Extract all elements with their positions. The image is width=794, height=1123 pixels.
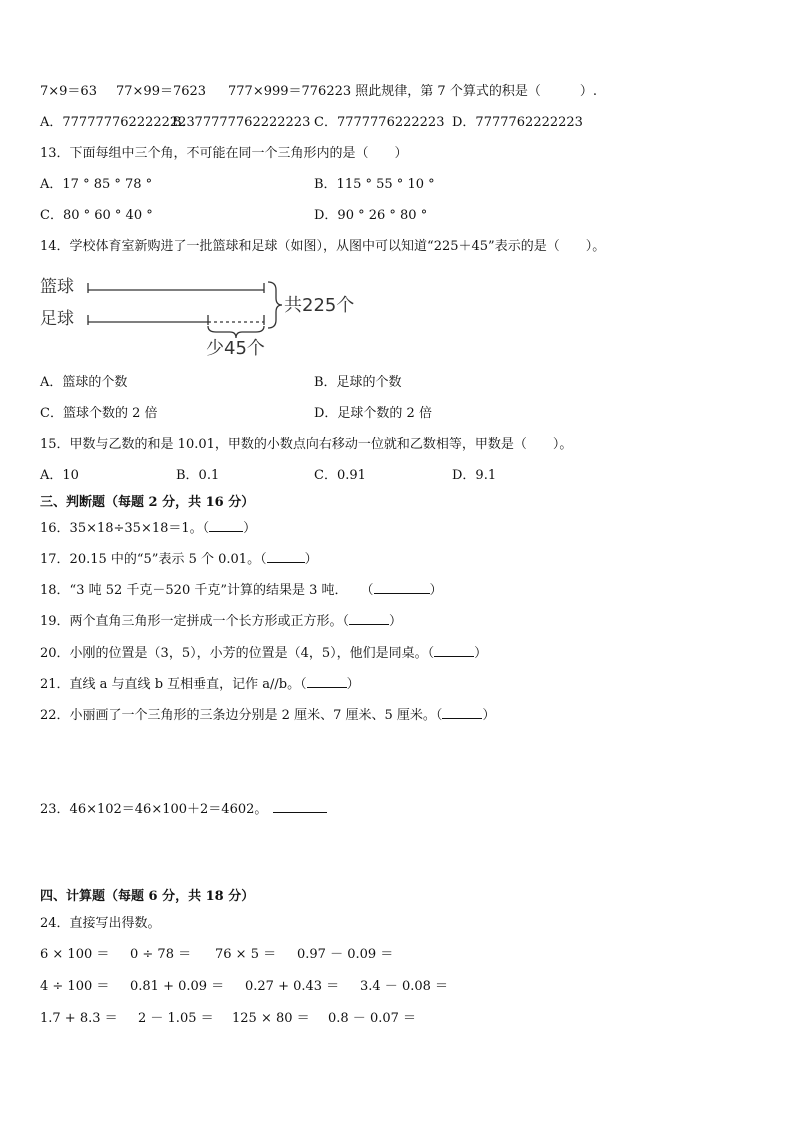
q20-answer-blank[interactable]: [434, 656, 474, 657]
q15-option-d[interactable]: D．9.1: [452, 468, 497, 483]
calc-item: 0.8 － 0.07 ＝: [328, 1011, 417, 1026]
q19-text: 19．两个直角三角形一定拼成一个长方形或正方形。（: [40, 614, 350, 629]
calc-item: 0.97 － 0.09 ＝: [297, 947, 394, 962]
q16-answer-blank[interactable]: [209, 531, 243, 532]
calc-item: 4 ÷ 100 ＝: [40, 979, 110, 994]
q12-option-b[interactable]: B．77777762222223: [172, 115, 311, 130]
q14-option-d[interactable]: D．足球个数的 2 倍: [314, 406, 432, 421]
calc-item: 6 × 100 ＝: [40, 947, 110, 962]
q21-text: 21．直线 a 与直线 b 互相垂直，记作 a//b。（: [40, 677, 307, 692]
q14-stem: 14．学校体育室新购进了一批篮球和足球（如图），从图中可以知道“225＋45”表示的是（ ）。: [40, 239, 606, 254]
q22: 22．小丽画了一个三角形的三条边分别是 2 厘米、7 厘米、5 厘米。（ ）: [40, 708, 496, 723]
q13-stem: 13．下面每组中三个角，不可能在同一个三角形内的是（ ）: [40, 146, 408, 161]
less-brace: [208, 326, 264, 338]
q19: 19．两个直角三角形一定拼成一个长方形或正方形。（ ）: [40, 614, 403, 629]
q20-text: 20．小刚的位置是（3，5），小芳的位置是（4，5），他们是同桌。（: [40, 646, 435, 661]
q24-instruction: 24．直接写出得数。: [40, 916, 161, 931]
q17-text: 17．20.15 中的“5”表示 5 个 0.01。（: [40, 552, 267, 567]
q12-stem-c: 777×999＝776223 照此规律，第 7 个算式的积是（ ）.: [228, 84, 597, 99]
q23: [40, 803, 327, 816]
q12-option-d[interactable]: D．7777762222223: [452, 115, 583, 130]
basketball-label: 篮球: [40, 277, 74, 297]
q14-option-c[interactable]: C．篮球个数的 2 倍: [40, 406, 158, 421]
calc-item: 76 × 5 ＝: [215, 947, 277, 962]
q18: 18．“3 吨 52 千克－520 千克”计算的结果是 3 吨． （ ）: [40, 583, 443, 598]
q15-option-b[interactable]: B．0.1: [176, 468, 220, 483]
football-label: 足球: [40, 309, 74, 329]
q14-option-b[interactable]: B．足球的个数: [314, 375, 402, 390]
q21: 21．直线 a 与直线 b 互相垂直，记作 a//b。（ ）: [40, 677, 360, 692]
section4-title: 四、计算题（每题 6 分，共 18 分）: [40, 889, 255, 904]
q20: 20．小刚的位置是（3，5），小芳的位置是（4，5），他们是同桌。（ ）: [40, 646, 488, 661]
q21-answer-blank[interactable]: [307, 687, 347, 688]
q13-option-b[interactable]: B．115 ° 55 ° 10 °: [314, 177, 435, 192]
q12-stem-b: 77×99＝7623: [116, 84, 207, 99]
q22-text: 22．小丽画了一个三角形的三条边分别是 2 厘米、7 厘米、5 厘米。（: [40, 708, 443, 723]
calc-item: 3.4 － 0.08 ＝: [360, 979, 449, 994]
q17: 17．20.15 中的“5”表示 5 个 0.01。（ ）: [40, 552, 318, 567]
less-label: 少45个: [206, 338, 265, 359]
q18-text: 18．“3 吨 52 千克－520 千克”计算的结果是 3 吨． （: [40, 583, 374, 598]
q15-option-a[interactable]: A．10: [40, 468, 79, 483]
calc-item: 2 － 1.05 ＝: [138, 1011, 214, 1026]
q13-option-d[interactable]: D．90 ° 26 ° 80 °: [314, 208, 428, 223]
q16: 16．35×18÷35×18＝1。（ ）: [40, 521, 257, 536]
section3-title: 三、判断题（每题 2 分，共 16 分）: [40, 495, 255, 510]
q18-answer-blank[interactable]: [374, 593, 430, 594]
q12-option-c[interactable]: C．7777776222223: [314, 115, 445, 130]
q15-stem: 15．甲数与乙数的和是 10.01，甲数的小数点向右移动一位就和乙数相等，甲数是（ ）。: [40, 437, 573, 452]
q14-bar-diagram: [36, 268, 366, 360]
q12-option-a[interactable]: A．7777777622222223: [40, 115, 195, 130]
q15-option-c[interactable]: C．0.91: [314, 468, 366, 483]
q16-text: 16．35×18÷35×18＝1。（: [40, 521, 210, 536]
calc-item: 0.27 + 0.43 ＝: [245, 979, 340, 994]
calc-item: 0.81 + 0.09 ＝: [130, 979, 225, 994]
q23-text: 23．46×102＝46×100＋2＝4602。: [40, 802, 268, 817]
q17-answer-blank[interactable]: [267, 562, 305, 563]
calc-item: 0 ÷ 78 ＝: [130, 947, 192, 962]
total-brace: [268, 282, 282, 328]
q19-answer-blank[interactable]: [349, 624, 389, 625]
q13-option-a[interactable]: A．17 ° 85 ° 78 °: [40, 177, 153, 192]
q14-option-a[interactable]: A．篮球的个数: [40, 375, 128, 390]
q13-option-c[interactable]: C．80 ° 60 ° 40 °: [40, 208, 153, 223]
q23-answer-blank[interactable]: [273, 812, 327, 813]
q22-answer-blank[interactable]: [442, 718, 482, 719]
q12-stem-a: 7×9＝63: [40, 84, 97, 99]
calc-item: 125 × 80 ＝: [232, 1011, 310, 1026]
calc-item: 1.7 + 8.3 ＝: [40, 1011, 118, 1026]
total-label: 共225个: [284, 295, 355, 316]
